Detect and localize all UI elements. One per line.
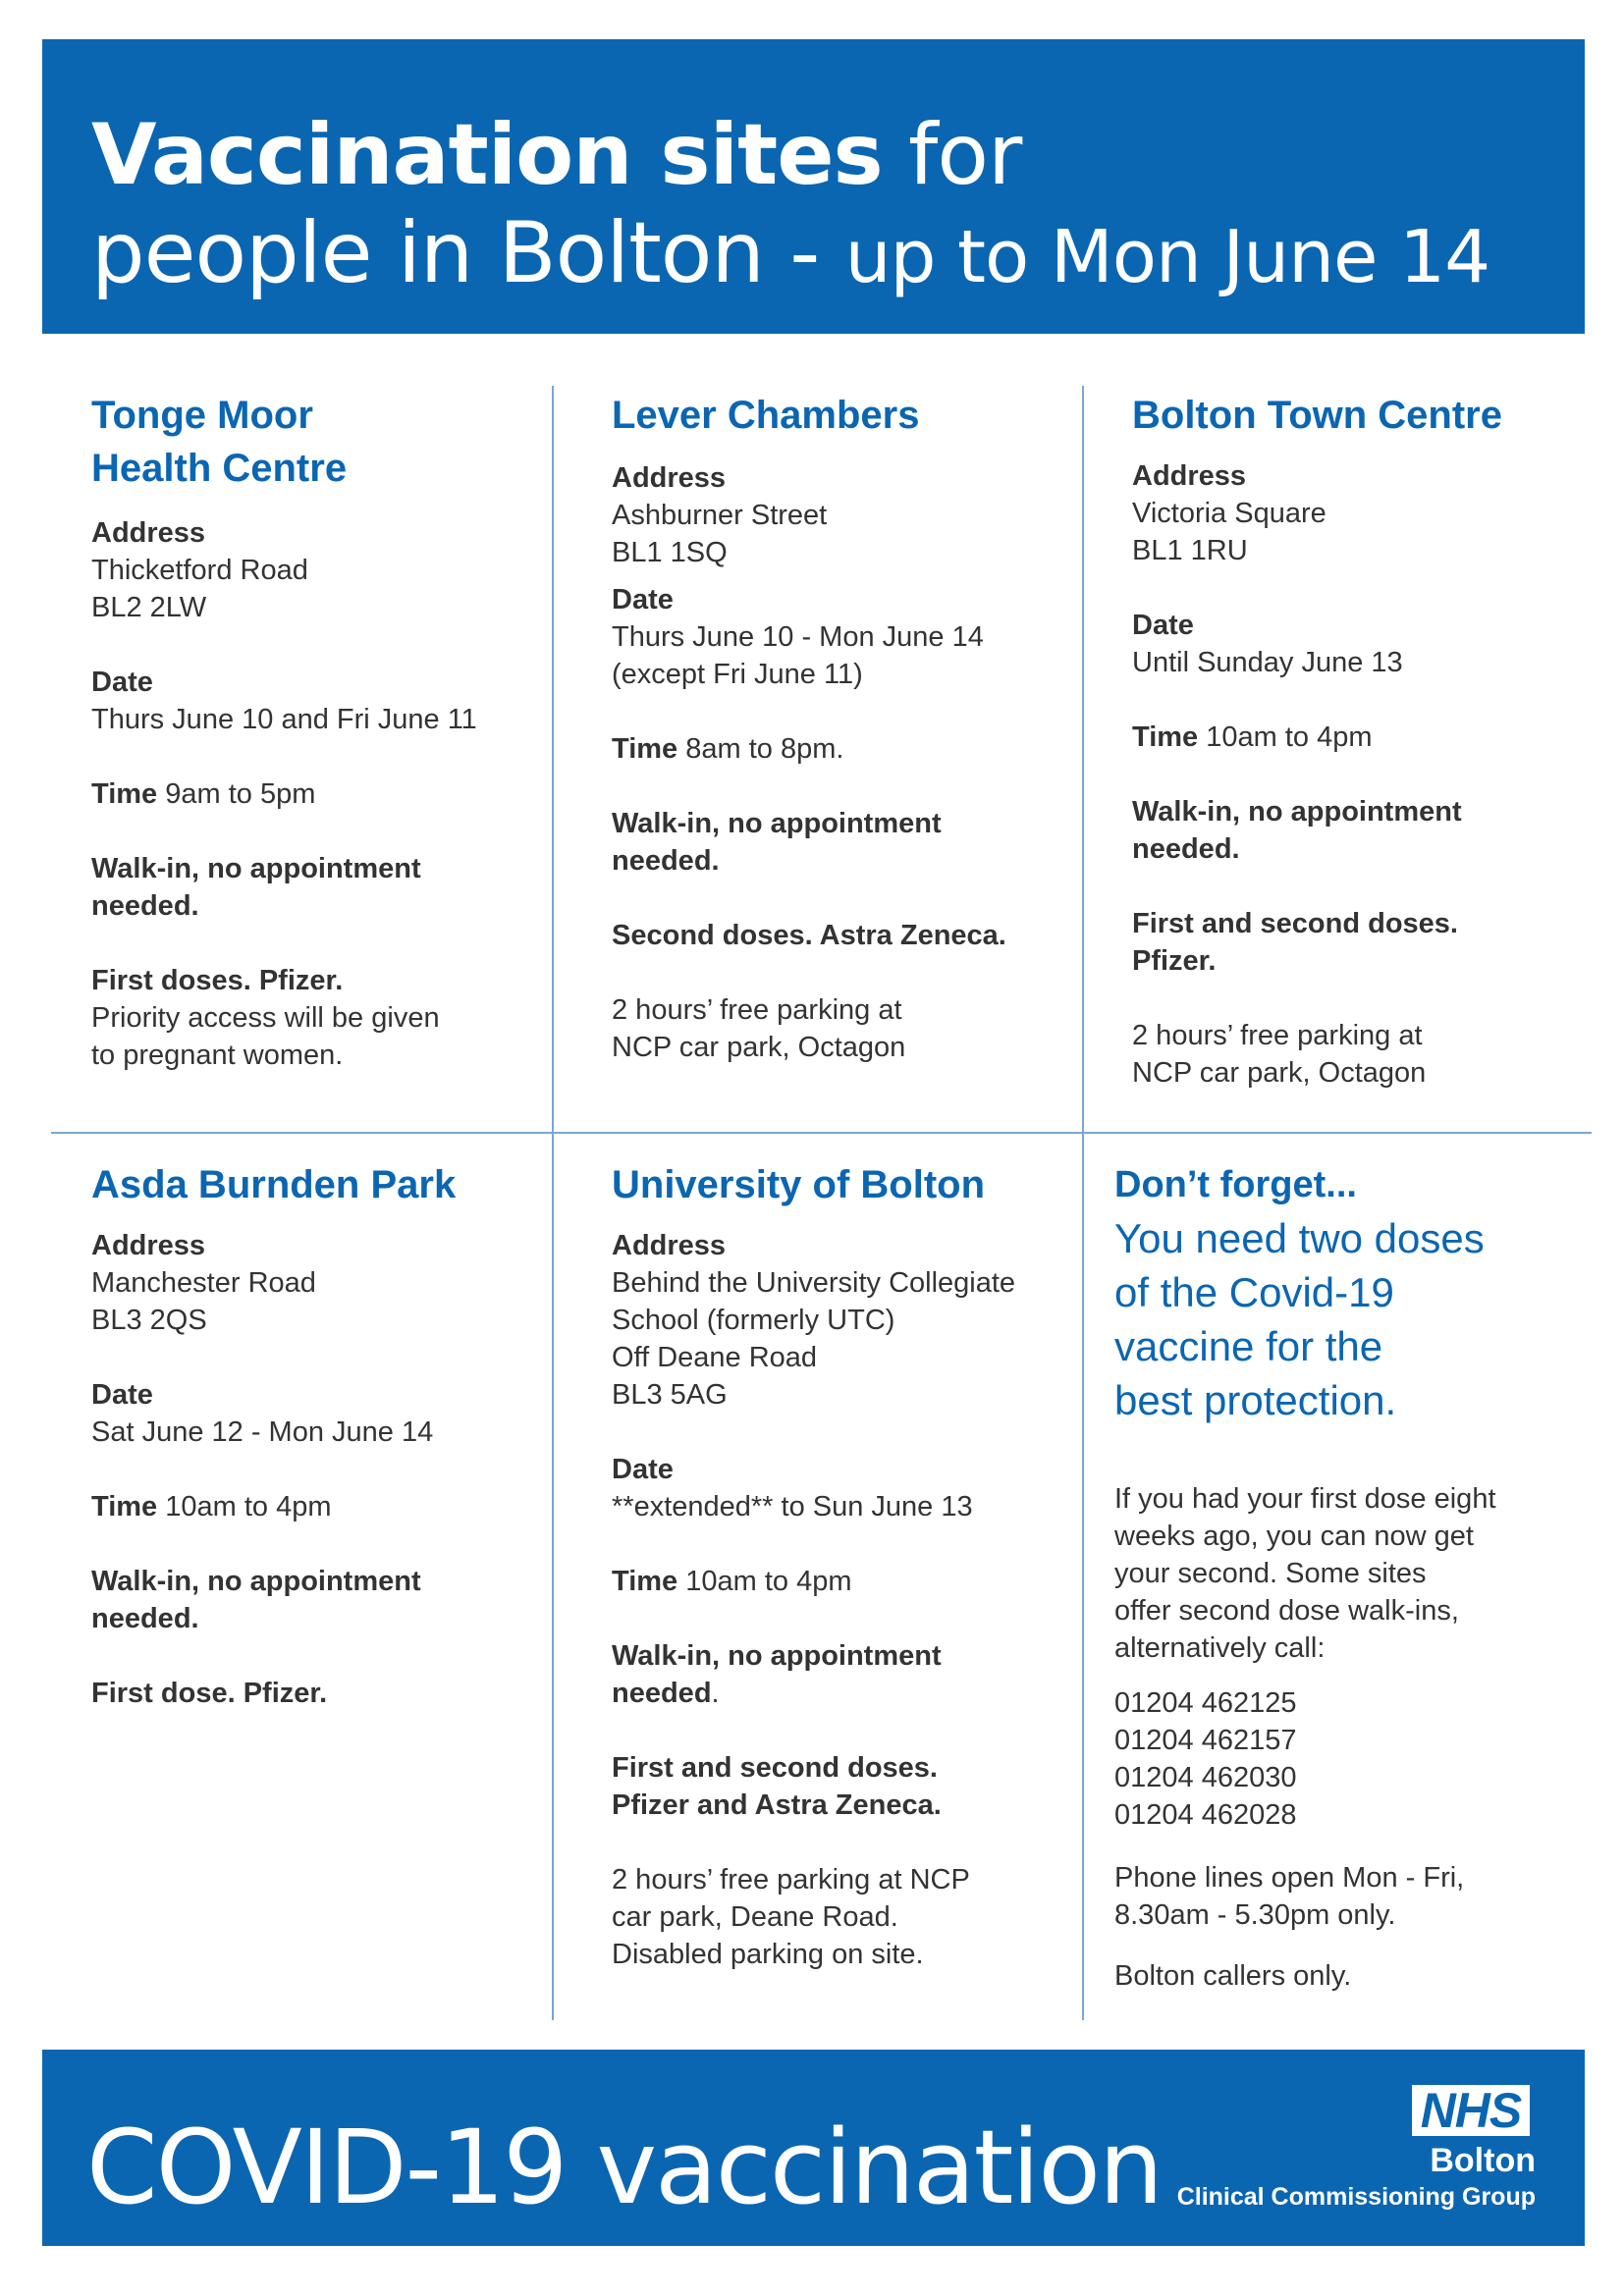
site-time (91, 775, 543, 813)
dose-info: First and second doses. Pfizer and Astra Zeneca. (612, 1752, 942, 1821)
column-divider (1082, 386, 1084, 2020)
page-subtitle (91, 204, 1490, 302)
date-label: Date (1132, 610, 1194, 641)
site-name: Bolton Town Centre (1132, 394, 1502, 437)
footer-banner (42, 2050, 1585, 2246)
reminder-heading: Don’t forget... (1114, 1164, 1357, 1205)
priority-note: Priority access will be given to pregnant women. (91, 1002, 440, 1071)
site-address: Behind the University Collegiate School (formerly UTC) Off Deane Road BL3 5AG (612, 1267, 1016, 1411)
site-card-lever-chambers (612, 389, 1063, 1066)
phone-list (1114, 1684, 1576, 1834)
site-address: Victoria Square BL1 1RU (1132, 498, 1326, 566)
phone-hours: Phone lines open Mon - Fri, 8.30am - 5.30pm only. (1114, 1862, 1465, 1931)
footer-title: COVID-19 vaccination (86, 2108, 1162, 2227)
parking-info: 2 hours’ free parking at NCP car park, Octagon (612, 994, 906, 1063)
dose-info: Second doses. Astra Zeneca. (612, 920, 1006, 951)
date-label: Date (91, 667, 153, 698)
header-banner (42, 39, 1585, 334)
site-date: Until Sunday June 13 (1132, 647, 1403, 678)
walk-in-note: Walk-in, no appointment needed. (91, 853, 421, 922)
callers-note: Bolton callers only. (1114, 1960, 1352, 1992)
date-label: Date (91, 1379, 153, 1411)
parking-info: 2 hours’ free parking at NCP car park, Octagon (1132, 1020, 1427, 1089)
parking-info: 2 hours’ free parking at NCP car park, Deane Road. Disabled parking on site. (612, 1864, 970, 1970)
site-date: Thurs June 10 - Mon June 14 (except Fri June 11) (612, 621, 984, 690)
site-address: Ashburner Street BL1 1SQ (612, 500, 828, 568)
site-card-university-of-bolton (612, 1158, 1063, 1973)
nhs-org-name: Bolton (1430, 2142, 1536, 2179)
address-label: Address (612, 462, 727, 494)
reminder-panel (1114, 1158, 1576, 1995)
site-card-asda-burnden-park (91, 1158, 543, 1712)
address-label: Address (91, 517, 206, 549)
time-label: Time (91, 778, 158, 810)
address-label: Address (91, 1230, 206, 1261)
site-time (612, 730, 1063, 768)
address-label: Address (1132, 460, 1247, 492)
site-name: Tonge Moor Health Centre (91, 394, 348, 490)
title-bold: Vaccination sites (91, 106, 883, 204)
nhs-logo: NHS (1412, 2085, 1530, 2136)
title-line2-b: up to Mon June 14 (844, 215, 1490, 299)
walk-in-text: Walk-in, no appointment needed (612, 1640, 942, 1709)
phone-number[interactable]: 01204 462125 (1114, 1687, 1297, 1719)
site-time (91, 1488, 543, 1525)
nhs-group-name: Clinical Commissioning Group (1176, 2183, 1536, 2211)
site-address: Thicketford Road BL2 2LW (91, 555, 308, 623)
site-address: Manchester Road BL3 2QS (91, 1267, 316, 1336)
title-line2-a: people in Bolton - (91, 204, 845, 302)
walk-in-note: Walk-in, no appointment needed. (612, 808, 942, 877)
time-value: 8am to 8pm. (685, 733, 844, 765)
walk-in-note (612, 1637, 1063, 1712)
phone-number[interactable]: 01204 462030 (1114, 1762, 1297, 1793)
time-label: Time (612, 1566, 678, 1597)
time-label: Time (91, 1491, 158, 1522)
address-label: Address (612, 1230, 727, 1261)
phone-number[interactable]: 01204 462157 (1114, 1725, 1297, 1756)
reminder-lead: You need two doses of the Covid-19 vaccine for the best protection. (1114, 1215, 1485, 1423)
walk-in-end: . (711, 1678, 720, 1709)
phone-number[interactable]: 01204 462028 (1114, 1799, 1297, 1831)
site-name: Lever Chambers (612, 394, 920, 437)
walk-in-note: Walk-in, no appointment needed. (1132, 796, 1462, 865)
time-label: Time (612, 733, 678, 765)
title-rest: for (882, 106, 1022, 204)
walk-in-note: Walk-in, no appointment needed. (91, 1566, 421, 1634)
reminder-body: If you had your first dose eight weeks ago, you can now get your second. Some sites offer second dose walk-ins, alternatively call: (1114, 1483, 1496, 1664)
site-date: Thurs June 10 and Fri June 11 (91, 704, 477, 735)
time-value: 10am to 4pm (1206, 721, 1373, 753)
page-title (91, 106, 1022, 204)
site-time (612, 1563, 1063, 1600)
date-label: Date (612, 584, 674, 615)
date-label: Date (612, 1454, 674, 1485)
row-divider (51, 1132, 1592, 1134)
dose-info: First and second doses. Pfizer. (1132, 908, 1458, 977)
site-card-tonge-moor (91, 389, 543, 1074)
dose-info: First doses. Pfizer. (91, 965, 344, 996)
time-value: 9am to 5pm (165, 778, 316, 810)
dose-info: First dose. Pfizer. (91, 1678, 328, 1709)
time-label: Time (1132, 721, 1199, 753)
time-value: 10am to 4pm (685, 1566, 852, 1597)
time-value: 10am to 4pm (165, 1491, 332, 1522)
site-date: Sat June 12 - Mon June 14 (91, 1416, 434, 1448)
site-time (1132, 719, 1584, 756)
site-name: University of Bolton (612, 1163, 986, 1206)
site-name: Asda Burnden Park (91, 1163, 457, 1206)
column-divider (552, 386, 554, 2020)
site-card-bolton-town-centre (1132, 389, 1584, 1092)
site-date: **extended** to Sun June 13 (612, 1491, 973, 1522)
